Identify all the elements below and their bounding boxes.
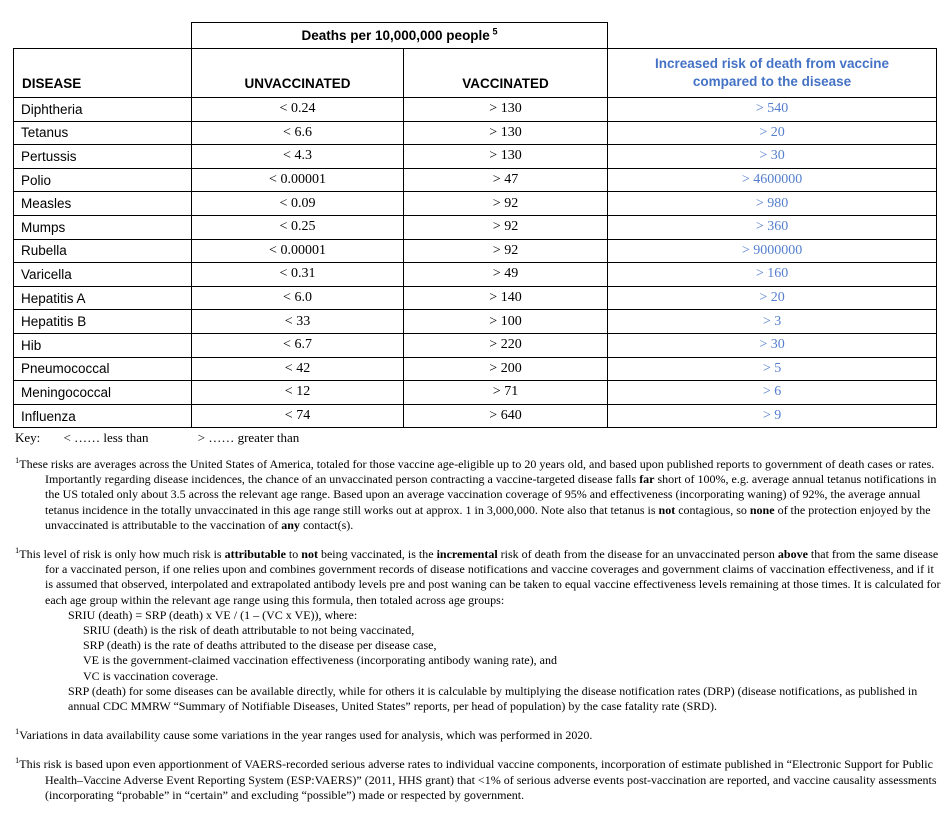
unvaccinated-value-cell: < 12: [192, 381, 404, 405]
footnote-4-marker: 1: [15, 755, 20, 766]
table-row: [14, 404, 937, 428]
vaccinated-value-cell: > 140: [404, 286, 608, 310]
unvaccinated-value-cell: < 4.3: [192, 145, 404, 169]
footnote-4-text: $^1$This risk is based upon even apportionment of VAERS-recorded serious adverse rates to individual vaccine components, incorporation of estimate published in “Electronic Support for Public Health–Vaccine Adverse Event Reporting System (ESP:VAERS)” (2011, HHS grant) that <1% of serious adverse events post-vaccination are reported, and vaccine causality assessments (incorporating “probable” in “certain” and excluding “possible”) made or respected by government.: [15, 755, 937, 802]
unvaccinated-value-cell: < 42: [192, 357, 404, 381]
disease-cell: Diphtheria: [14, 98, 192, 122]
table-row: [14, 192, 937, 216]
table-row: [14, 168, 937, 192]
col-header-unvaccinated: UNVACCINATED: [192, 49, 404, 98]
key-label: Key:: [15, 430, 41, 445]
footnote-1-text: $^1$These risks are averages across the United States of America, totaled for those vaccine age-eligible up to 20 years old, and based upon published reports to government of death cases or rates. Importantly regarding disease incidences, the chance of an unvaccinated person contracting a vaccine-targeted disease falls far short of 100%, e.g. average annual tetanus notifications in the US totaled only about 3.5 across the relevant age range. Based upon an average vaccination coverage of 95% and effectiveness (incorporating waning) of 92%, the average annual tetanus incidence in the totally unvaccinated in this age range still works out at approx. 1 in 3,000,000. Note also that tetanus is not contagious, so none of the protection enjoyed by the unvaccinated is attributable to the vaccination of any contact(s).: [15, 455, 937, 532]
disease-cell: Hib: [14, 333, 192, 357]
disease-cell: Measles: [14, 192, 192, 216]
col-header-vaccinated: VACCINATED: [404, 49, 608, 98]
increased-risk-value-cell: > 9: [608, 404, 937, 428]
vaccinated-value-cell: > 200: [404, 357, 608, 381]
disease-cell: Varicella: [14, 263, 192, 287]
footnote-2-text: $^1$This level of risk is only how much risk is attributable to not being vaccinated, is the incremental risk of death from the disease for an unvaccinated person above that from the same disease for a vaccinated person, if one relies upon and combines government records of disease notifications and vaccine coverages and government claims of vaccination effectiveness, and if it is assumed that observed, interpolated and extrapolated antibody levels pre and post waning can be taken to equal vaccine effectiveness levels remaining at those times. It is calculated for each age group within the relevant age range using this formula, then totaled across age groups:: [15, 545, 941, 607]
unvaccinated-value-cell: < 0.00001: [192, 239, 404, 263]
unvaccinated-value-cell: < 0.09: [192, 192, 404, 216]
header-row: [14, 49, 937, 98]
spanner-spacer-left: [14, 23, 192, 49]
formula-line: SRP (death) is the rate of deaths attributed to the disease per disease case,: [83, 638, 437, 653]
increased-risk-value-cell: > 160: [608, 263, 937, 287]
footnote-1-marker: 1: [15, 455, 20, 465]
table-row: [14, 381, 937, 405]
table-row: [14, 333, 937, 357]
vaccinated-value-cell: > 92: [404, 192, 608, 216]
increased-risk-value-cell: > 540: [608, 98, 937, 122]
vaccinated-value-cell: > 47: [404, 168, 608, 192]
disease-cell: Meningococcal: [14, 381, 192, 405]
table-row: [14, 239, 937, 263]
disease-cell: Rubella: [14, 239, 192, 263]
vaccinated-value-cell: > 49: [404, 263, 608, 287]
increased-risk-value-cell: > 20: [608, 121, 937, 145]
footnote-4: [15, 757, 941, 803]
unvaccinated-value-cell: < 6.0: [192, 286, 404, 310]
disease-cell: Hepatitis B: [14, 310, 192, 334]
spanner-footnote-ref: 5: [492, 26, 498, 37]
spanner-title: Deaths per 10,000,000 people: [301, 28, 490, 43]
vaccinated-value-cell: > 130: [404, 145, 608, 169]
disease-cell: Pneumococcal: [14, 357, 192, 381]
unvaccinated-value-cell: < 6.6: [192, 121, 404, 145]
increased-risk-value-cell: > 20: [608, 286, 937, 310]
increased-risk-value-cell: > 30: [608, 145, 937, 169]
spanner-spacer-right: [608, 23, 937, 49]
spanner-row: [14, 23, 937, 49]
formula-line: VC is vaccination coverage.: [83, 668, 219, 683]
vaccinated-value-cell: > 640: [404, 404, 608, 428]
vaccinated-value-cell: > 130: [404, 121, 608, 145]
increased-risk-value-cell: > 980: [608, 192, 937, 216]
table-row: [14, 98, 937, 122]
key-less-than: < …… less than: [63, 430, 149, 445]
disease-cell: Hepatitis A: [14, 286, 192, 310]
footnote-2-formula-block: [15, 608, 941, 714]
vaccinated-value-cell: > 220: [404, 333, 608, 357]
vaccine-risk-table: [13, 22, 937, 428]
vaccinated-value-cell: > 100: [404, 310, 608, 334]
col-header-disease: DISEASE: [14, 49, 192, 98]
footnotes-section: [15, 457, 941, 817]
unvaccinated-value-cell: < 33: [192, 310, 404, 334]
formula-line: SRIU (death) is the risk of death attributable to not being vaccinated,: [83, 623, 415, 638]
vaccinated-value-cell: > 71: [404, 381, 608, 405]
disease-cell: Influenza: [14, 404, 192, 428]
table-row: [14, 286, 937, 310]
disease-cell: Mumps: [14, 215, 192, 239]
unvaccinated-value-cell: < 0.00001: [192, 168, 404, 192]
disease-cell: Pertussis: [14, 145, 192, 169]
spanner-header: [192, 23, 608, 49]
increased-risk-value-cell: > 4600000: [608, 168, 937, 192]
table-row: [14, 121, 937, 145]
formula-line: SRP (death) for some diseases can be available directly, while for others it is calculable by multiplying the disease notification rates (DRP) (disease notifications, as published in annual CDC MMRW “Summary of Notifiable Diseases, United States” reports, per head of population) by the case fatality rate (SRD).: [68, 683, 918, 714]
table-row: [14, 310, 937, 334]
footnote-1: [15, 457, 941, 533]
table-row: [14, 145, 937, 169]
col-header-increased-risk: Increased risk of death from vaccine compared to the disease: [608, 49, 937, 98]
footnote-2: [15, 547, 941, 714]
footnote-2-marker: 1: [15, 545, 20, 556]
vaccinated-value-cell: > 130: [404, 98, 608, 122]
table-body: [14, 98, 937, 428]
table-row: [14, 263, 937, 287]
vaccinated-value-cell: > 92: [404, 239, 608, 263]
increased-risk-value-cell: > 3: [608, 310, 937, 334]
unvaccinated-value-cell: < 0.25: [192, 215, 404, 239]
unvaccinated-value-cell: < 6.7: [192, 333, 404, 357]
increased-risk-value-cell: > 9000000: [608, 239, 937, 263]
increased-risk-value-cell: > 360: [608, 215, 937, 239]
table-row: [14, 357, 937, 381]
formula-line: SRIU (death) = SRP (death) x VE / (1 – (VC x VE)), where:: [68, 607, 358, 622]
increased-risk-value-cell: > 6: [608, 381, 937, 405]
footnote-3-marker: 1: [15, 726, 20, 737]
vaccinated-value-cell: > 92: [404, 215, 608, 239]
disease-cell: Tetanus: [14, 121, 192, 145]
table-row: [14, 215, 937, 239]
footnote-3-text: $^1$Variations in data availability cause some variations in the year ranges used for analysis, which was performed in 2020.: [15, 726, 593, 743]
key-legend: [15, 430, 299, 446]
footnote-3: [15, 728, 941, 743]
increased-risk-value-cell: > 30: [608, 333, 937, 357]
unvaccinated-value-cell: < 74: [192, 404, 404, 428]
key-greater-than: > …… greater than: [197, 430, 300, 445]
unvaccinated-value-cell: < 0.31: [192, 263, 404, 287]
disease-cell: Polio: [14, 168, 192, 192]
increased-risk-value-cell: > 5: [608, 357, 937, 381]
unvaccinated-value-cell: < 0.24: [192, 98, 404, 122]
formula-line: VE is the government-claimed vaccination effectiveness (incorporating antibody waning rate), and: [83, 653, 557, 668]
